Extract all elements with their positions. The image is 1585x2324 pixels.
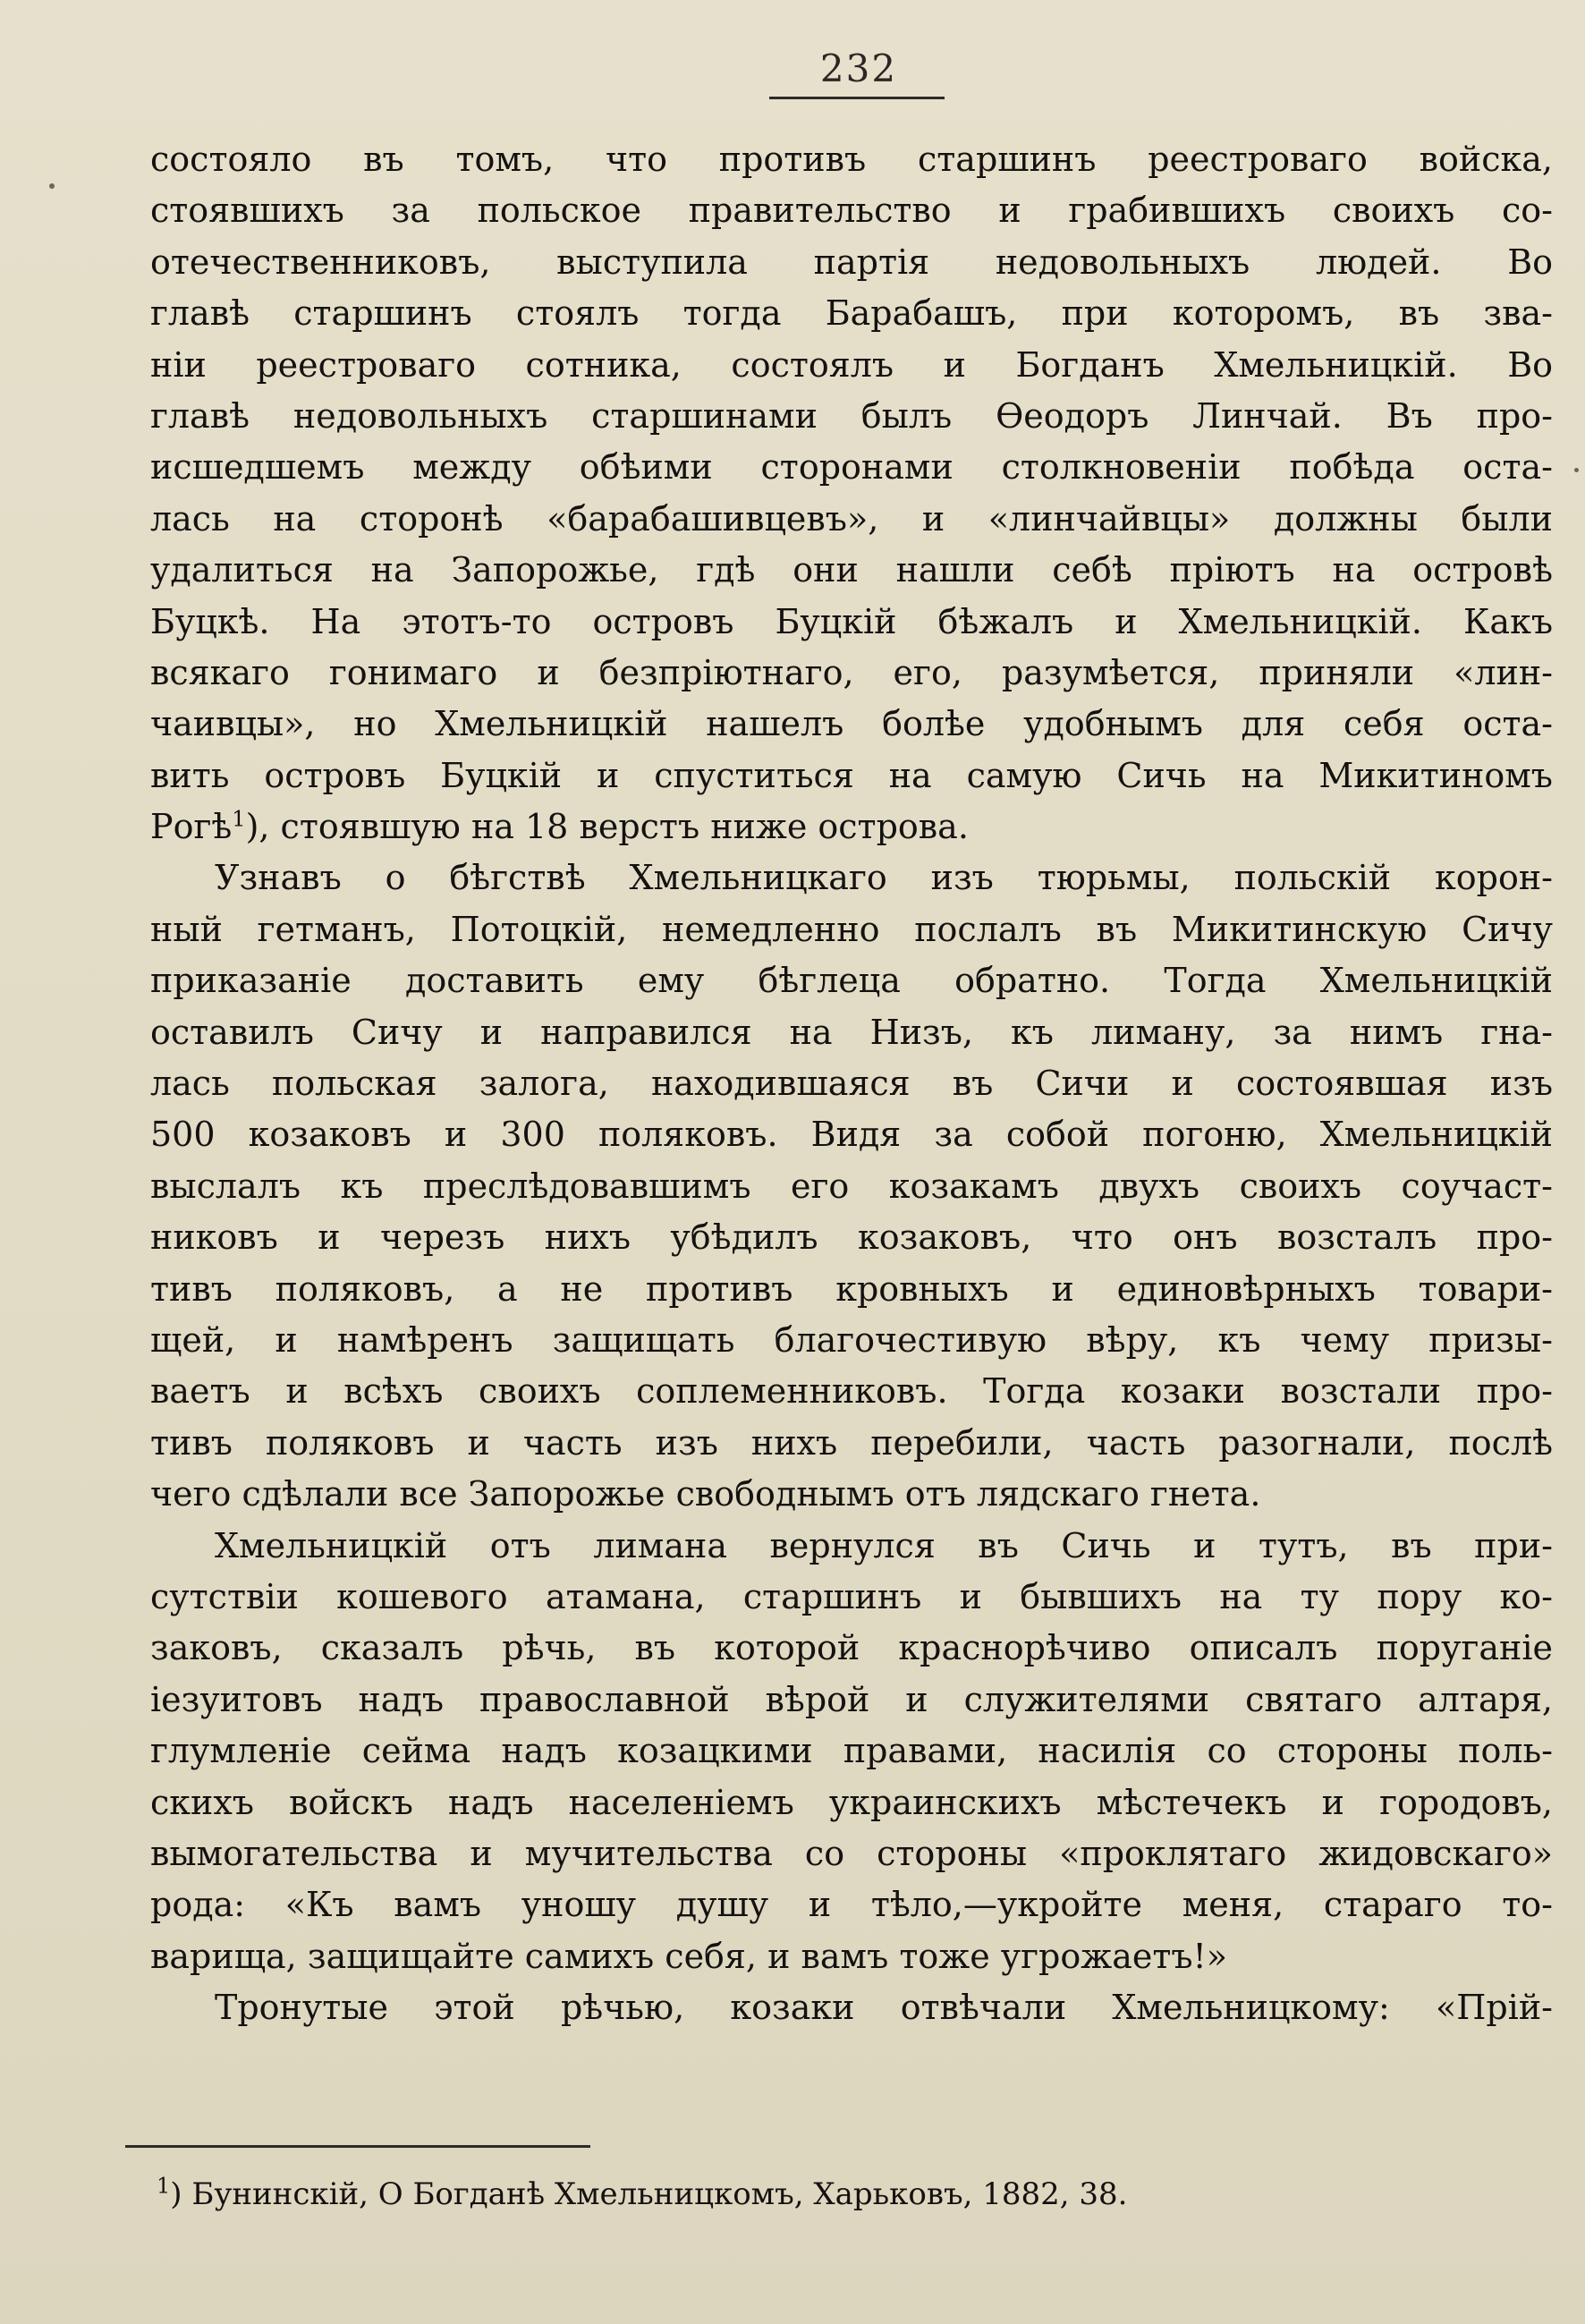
line-text: лась на сторонѣ «барабашивцевъ», и «линчайвцы» должны были <box>150 498 1553 539</box>
text-line <box>150 1366 1553 1417</box>
line-text: всякаго гонимаго и безпріютнаго, его, разумѣется, приняли «лин- <box>150 652 1553 692</box>
text-line <box>150 699 1553 750</box>
text-line <box>150 1879 1553 1930</box>
line-text: никовъ и черезъ нихъ убѣдилъ козаковъ, что онъ возсталъ про- <box>150 1217 1553 1258</box>
line-text: іезуитовъ надъ православной вѣрой и служителями святаго алтаря, <box>150 1679 1553 1719</box>
line-text: тивъ поляковъ, а не противъ кровныхъ и единовѣрныхъ товари- <box>150 1268 1553 1309</box>
line-text: отечественниковъ, выступила партія недовольныхъ людей. Во <box>150 242 1553 282</box>
text-line <box>150 802 1553 852</box>
text-line <box>150 1777 1553 1828</box>
line-text: ніи реестроваго сотника, состоялъ и Богданъ Хмельницкій. Во <box>150 344 1553 385</box>
footnote-marker: 1 <box>157 2173 171 2199</box>
text-line <box>150 1058 1553 1109</box>
footnote-text: ) Бунинскій, О Богданѣ Хмельницкомъ, Харьковъ, 1882, 38. <box>170 2176 1128 2212</box>
text-line <box>150 1572 1553 1623</box>
line-text: щей, и намѣренъ защищать благочестивую вѣру, къ чему призы- <box>150 1319 1553 1360</box>
line-text: главѣ старшинъ стоялъ тогда Барабашъ, при которомъ, въ зва- <box>150 293 1553 334</box>
line-text: заковъ, сказалъ рѣчь, въ которой краснорѣчиво описалъ поруганіе <box>150 1628 1553 1668</box>
text-line <box>150 442 1553 493</box>
text-line <box>150 1828 1553 1879</box>
text-line <box>150 648 1553 699</box>
line-text: Буцкѣ. На этотъ-то островъ Буцкій бѣжалъ и Хмельницкій. Какъ <box>150 601 1553 641</box>
line-text: удалиться на Запорожье, гдѣ они нашли себѣ пріютъ на островѣ <box>150 550 1553 590</box>
line-text: варища, защищайте самихъ себя, и вамъ тоже угрожаетъ!» <box>150 1936 1228 1976</box>
line-text: ваетъ и всѣхъ своихъ соплеменниковъ. Тогда козаки возстали про- <box>150 1371 1553 1412</box>
line-text: сутствіи кошевого атамана, старшинъ и бывшихъ на ту пору ко- <box>150 1576 1553 1616</box>
page-number-rule <box>769 97 945 99</box>
line-text: чаивцы», но Хмельницкій нашелъ болѣе удобнымъ для себя оста- <box>150 704 1553 744</box>
text-line <box>150 1109 1553 1160</box>
line-text: главѣ недовольныхъ старшинами былъ Ѳеодоръ Линчай. Въ про- <box>150 395 1553 436</box>
line-text: Рогѣ <box>150 807 233 847</box>
line-text: вымогательства и мучительства со стороны «проклятаго жидовскаго» <box>150 1833 1553 1873</box>
text-line <box>150 134 1553 185</box>
body-text <box>150 134 1553 2033</box>
line-text: тивъ поляковъ и часть изъ нихъ перебили, часть разогнали, послѣ <box>150 1422 1553 1463</box>
line-text: скихъ войскъ надъ населеніемъ украинскихъ мѣстечекъ и городовъ, <box>150 1782 1553 1822</box>
text-line <box>150 1982 1553 2033</box>
line-text: рода: «Къ вамъ уношу душу и тѣло,—укройте меня, стараго то- <box>150 1885 1553 1925</box>
line-text: стоявшихъ за польское правительство и грабившихъ своихъ со- <box>150 191 1553 231</box>
text-line <box>150 340 1553 391</box>
text-line <box>150 1161 1553 1212</box>
line-text: глумленіе сейма надъ козацкими правами, насилія со стороны поль- <box>150 1731 1553 1771</box>
page-number: 232 <box>819 47 898 90</box>
line-text: исшедшемъ между обѣими сторонами столкновеніи побѣда оста- <box>150 447 1553 488</box>
line-text: ный гетманъ, Потоцкій, немедленно послалъ въ Микитинскую Сичу <box>150 909 1553 949</box>
footnote <box>157 2172 1409 2217</box>
text-line <box>150 545 1553 596</box>
line-text: Тронутые этой рѣчью, козаки отвѣчали Хмельницкому: «Прій- <box>215 1988 1553 2028</box>
text-line <box>150 1212 1553 1263</box>
text-line <box>150 597 1553 648</box>
text-line <box>150 1726 1553 1777</box>
line-text: оставилъ Сичу и направился на Низъ, къ лиману, за нимъ гна- <box>150 1012 1553 1052</box>
text-line <box>150 288 1553 339</box>
text-line <box>150 1418 1553 1469</box>
text-line <box>150 1521 1553 1572</box>
text-line <box>150 185 1553 236</box>
footnote-rule <box>125 2145 590 2148</box>
line-text: Хмельницкій отъ лимана вернулся въ Сичь и тутъ, въ при- <box>215 1525 1553 1565</box>
text-line <box>150 1675 1553 1726</box>
text-line <box>150 391 1553 442</box>
dust-speck <box>49 183 55 189</box>
text-line <box>150 1469 1553 1520</box>
text-line <box>150 1264 1553 1315</box>
footnote-ref: 1 <box>232 806 246 832</box>
text-line <box>150 751 1553 802</box>
line-text: лась польская залога, находившаяся въ Сичи и состоявшая изъ <box>150 1064 1553 1104</box>
line-text: чего сдѣлали все Запорожье свободнымъ отъ лядскаго гнета. <box>150 1474 1261 1514</box>
dust-speck <box>1574 468 1579 472</box>
text-line <box>150 494 1553 545</box>
text-line <box>150 1007 1553 1058</box>
line-text: приказаніе доставить ему бѣглеца обратно. Тогда Хмельницкій <box>150 961 1553 1001</box>
line-text: состояло въ томъ, что противъ старшинъ реестроваго войска, <box>150 140 1553 179</box>
text-line <box>150 1931 1553 1982</box>
text-line <box>150 237 1553 288</box>
text-line <box>150 904 1553 955</box>
line-text: вить островъ Буцкій и спуститься на самую Сичь на Микитиномъ <box>150 755 1553 795</box>
line-text: 500 козаковъ и 300 поляковъ. Видя за собой погоню, Хмельницкій <box>150 1115 1553 1155</box>
text-line <box>150 1315 1553 1366</box>
text-line <box>150 955 1553 1006</box>
text-line <box>150 852 1553 903</box>
line-text: выслалъ къ преслѣдовавшимъ его козакамъ двухъ своихъ соучаст- <box>150 1166 1553 1206</box>
text-line <box>150 1623 1553 1674</box>
line-text: Узнавъ о бѣгствѣ Хмельницкаго изъ тюрьмы, польскій корон- <box>215 858 1553 898</box>
line-text-after-ref: ), стоявшую на 18 верстъ ниже острова. <box>245 807 969 847</box>
